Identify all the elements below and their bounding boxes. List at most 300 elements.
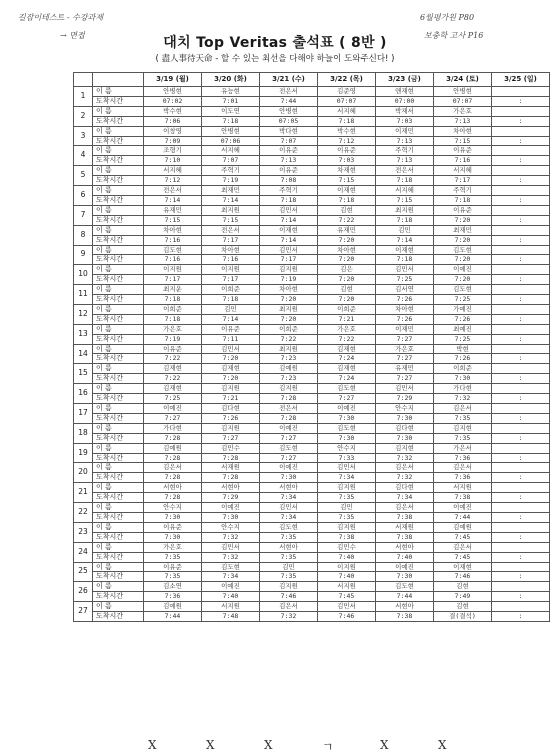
student-name-cell: 전은서 — [202, 225, 260, 235]
table-row — [74, 562, 550, 572]
arrival-row-label: 도착시간 — [93, 354, 144, 364]
arrival-row-label: 도착시간 — [93, 116, 144, 126]
arrival-time-cell: : — [492, 255, 550, 265]
student-name-cell: 김민수 — [202, 443, 260, 453]
arrival-time-cell: 7:30 — [260, 473, 318, 483]
arrival-time-cell: 07:02 — [144, 96, 202, 106]
student-name-cell: 차아현 — [376, 304, 434, 314]
arrival-time-cell: 7:30 — [318, 413, 376, 423]
student-name-cell: 김예원 — [434, 522, 492, 532]
student-name-cell: 차아현 — [318, 245, 376, 255]
student-name-cell: 가다현 — [144, 423, 202, 433]
column-header — [93, 73, 144, 87]
arrival-time-cell: 7:26 — [376, 314, 434, 324]
student-name-cell: 김도현 — [318, 423, 376, 433]
student-name-cell: 전은서 — [260, 87, 318, 97]
arrival-time-cell: : — [492, 116, 550, 126]
student-name-cell: 이희준 — [260, 324, 318, 334]
student-name-cell: 김지원 — [260, 582, 318, 592]
arrival-time-cell: 7:30 — [144, 512, 202, 522]
arrival-time-cell: : — [492, 433, 550, 443]
table-row — [74, 483, 550, 493]
student-name-cell: 김은서 — [144, 463, 202, 473]
arrival-time-cell: 7:22 — [144, 374, 202, 384]
column-header: 3/19 (월) — [144, 73, 202, 87]
arrival-time-cell: 7:48 — [202, 612, 260, 622]
student-name-cell — [492, 344, 550, 354]
arrival-time-cell: 7:26 — [202, 413, 260, 423]
student-name-cell: 이예진 — [202, 582, 260, 592]
table-row — [74, 364, 550, 374]
row-number: 20 — [74, 463, 93, 483]
student-name-cell — [492, 503, 550, 513]
student-name-cell: 김민 — [260, 562, 318, 572]
table-row — [74, 96, 550, 106]
student-name-cell: 박재서 — [376, 106, 434, 116]
arrival-time-cell: 7:28 — [202, 473, 260, 483]
student-name-cell: 김도현 — [202, 562, 260, 572]
student-name-cell: 김은서 — [434, 542, 492, 552]
arrival-time-cell: 7:22 — [144, 354, 202, 364]
arrival-row-label: 도착시간 — [93, 453, 144, 463]
row-number: 23 — [74, 522, 93, 542]
arrival-time-cell: 7:20 — [318, 255, 376, 265]
column-header — [74, 73, 93, 87]
student-name-cell: 김지원 — [260, 384, 318, 394]
arrival-time-cell: 7:26 — [434, 354, 492, 364]
arrival-time-cell: 7:07 — [202, 156, 260, 166]
arrival-row-label: 도착시간 — [93, 176, 144, 186]
student-name-cell: 김민서 — [260, 205, 318, 215]
name-row-label: 이 름 — [93, 245, 144, 255]
student-name-cell: 조형기 — [144, 146, 202, 156]
arrival-time-cell: 7:29 — [202, 493, 260, 503]
row-number: 9 — [74, 245, 93, 265]
name-row-label: 이 름 — [93, 166, 144, 176]
student-name-cell — [492, 562, 550, 572]
table-row — [74, 512, 550, 522]
arrival-time-cell: 7:32 — [376, 473, 434, 483]
arrival-time-cell: 07:00 — [376, 96, 434, 106]
arrival-time-cell: 7:35 — [318, 493, 376, 503]
student-name-cell: 이유준 — [434, 205, 492, 215]
student-name-cell — [492, 126, 550, 136]
arrival-time-cell: 7:14 — [260, 235, 318, 245]
student-name-cell: 최지원 — [376, 205, 434, 215]
student-name-cell: 유재민 — [318, 225, 376, 235]
student-name-cell: 서재원 — [376, 522, 434, 532]
student-name-cell: 김재현 — [144, 364, 202, 374]
table-row — [74, 156, 550, 166]
arrival-time-cell: 7:27 — [376, 374, 434, 384]
table-row — [74, 413, 550, 423]
arrival-time-cell: 7:27 — [144, 413, 202, 423]
student-name-cell: 김도현 — [434, 245, 492, 255]
student-name-cell: 서지혜 — [202, 146, 260, 156]
row-number: 21 — [74, 483, 93, 503]
student-name-cell: 김재현 — [202, 364, 260, 374]
student-name-cell: 김지현 — [434, 423, 492, 433]
arrival-time-cell: 7:44 — [434, 512, 492, 522]
arrival-time-cell: 7:12 — [318, 136, 376, 146]
student-name-cell: 주혁기 — [434, 186, 492, 196]
student-name-cell: 가은호 — [434, 106, 492, 116]
student-name-cell — [492, 443, 550, 453]
arrival-time-cell: : — [492, 215, 550, 225]
student-name-cell: 안수지 — [376, 404, 434, 414]
arrival-time-cell: 7:18 — [376, 176, 434, 186]
arrival-row-label: 도착시간 — [93, 374, 144, 384]
arrival-time-cell: 7:20 — [434, 275, 492, 285]
name-row-label: 이 름 — [93, 106, 144, 116]
student-name-cell: 이유준 — [318, 146, 376, 156]
arrival-time-cell: 7:30 — [376, 433, 434, 443]
arrival-time-cell: 7:18 — [260, 195, 318, 205]
student-name-cell — [492, 483, 550, 493]
table-row — [74, 324, 550, 334]
student-name-cell: 차아현 — [434, 126, 492, 136]
student-name-cell: 이재현 — [376, 245, 434, 255]
arrival-time-cell: 7:15 — [144, 215, 202, 225]
arrival-row-label: 도착시간 — [93, 96, 144, 106]
arrival-time-cell: 7:26 — [376, 295, 434, 305]
name-row-label: 이 름 — [93, 503, 144, 513]
row-number: 2 — [74, 106, 93, 126]
table-row — [74, 582, 550, 592]
student-name-cell: 김현 — [318, 285, 376, 295]
student-name-cell — [492, 186, 550, 196]
student-name-cell: 김은서 — [260, 602, 318, 612]
arrival-time-cell: 7:20 — [202, 374, 260, 384]
student-name-cell: 전은서 — [144, 186, 202, 196]
footer-mark: X — [206, 738, 215, 752]
arrival-time-cell: 7:40 — [376, 552, 434, 562]
student-name-cell: 김예원 — [260, 364, 318, 374]
name-row-label: 이 름 — [93, 562, 144, 572]
arrival-time-cell: 7:17 — [202, 235, 260, 245]
student-name-cell: 이희준 — [202, 285, 260, 295]
arrival-time-cell: 7:27 — [260, 453, 318, 463]
student-name-cell: 안수지 — [318, 443, 376, 453]
arrival-row-label: 도착시간 — [93, 136, 144, 146]
student-name-cell — [492, 542, 550, 552]
student-name-cell: 김다현 — [376, 423, 434, 433]
arrival-time-cell: 07:07 — [434, 96, 492, 106]
student-name-cell: 이유준 — [144, 344, 202, 354]
student-name-cell — [492, 106, 550, 116]
student-name-cell: 최지원 — [260, 304, 318, 314]
arrival-time-cell: 7:12 — [144, 176, 202, 186]
student-name-cell: 김준영 — [318, 87, 376, 97]
arrival-time-cell: 7:36 — [144, 592, 202, 602]
arrival-time-cell: 7:22 — [260, 334, 318, 344]
table-row — [74, 195, 550, 205]
student-name-cell: 유재민 — [376, 364, 434, 374]
row-number: 24 — [74, 542, 93, 562]
footer-mark: X — [148, 738, 157, 752]
arrival-time-cell: 7:44 — [376, 592, 434, 602]
table-row — [74, 433, 550, 443]
arrival-time-cell: 7:35 — [318, 512, 376, 522]
arrival-time-cell: : — [492, 512, 550, 522]
table-row — [74, 176, 550, 186]
student-name-cell: 차아현 — [144, 225, 202, 235]
student-name-cell: 김지원 — [318, 483, 376, 493]
student-name-cell: 서현아 — [202, 483, 260, 493]
student-name-cell — [492, 423, 550, 433]
student-name-cell: 김현 — [318, 205, 376, 215]
student-name-cell: 최지운 — [144, 285, 202, 295]
student-name-cell: 안병현 — [144, 87, 202, 97]
arrival-time-cell: : — [492, 493, 550, 503]
arrival-time-cell: 7:13 — [434, 116, 492, 126]
arrival-time-cell: 7:21 — [202, 394, 260, 404]
student-name-cell: 서지혜 — [434, 166, 492, 176]
arrival-time-cell: : — [492, 96, 550, 106]
name-row-label: 이 름 — [93, 542, 144, 552]
student-name-cell — [492, 265, 550, 275]
student-name-cell: 이예진 — [260, 423, 318, 433]
arrival-time-cell: 7:14 — [202, 195, 260, 205]
student-name-cell: 주혁기 — [202, 166, 260, 176]
arrival-time-cell: 7:34 — [318, 473, 376, 483]
student-name-cell: 이창영 — [144, 126, 202, 136]
footer-mark: X — [380, 738, 389, 752]
table-row — [74, 116, 550, 126]
student-name-cell: 김민수 — [318, 542, 376, 552]
table-row — [74, 384, 550, 394]
student-name-cell: 이재민 — [376, 324, 434, 334]
student-name-cell: 차아현 — [260, 285, 318, 295]
student-name-cell: 김소연 — [144, 582, 202, 592]
page-subtitle: ( 盡人事待天命 - 할 수 있는 최선을 다해야 하늘이 도와주신다! ) — [155, 54, 395, 64]
arrival-time-cell: 7:20 — [260, 314, 318, 324]
name-row-label: 이 름 — [93, 344, 144, 354]
arrival-time-cell: 7:27 — [376, 354, 434, 364]
table-row — [74, 255, 550, 265]
student-name-cell: 김민서 — [318, 602, 376, 612]
row-number: 17 — [74, 404, 93, 424]
arrival-time-cell: 7:46 — [260, 592, 318, 602]
arrival-time-cell: 7:18 — [202, 295, 260, 305]
student-name-cell: 서지혜 — [376, 186, 434, 196]
arrival-time-cell: 7:20 — [260, 295, 318, 305]
student-name-cell: 김다현 — [376, 483, 434, 493]
row-number: 15 — [74, 364, 93, 384]
arrival-time-cell: : — [492, 453, 550, 463]
student-name-cell: 이유준 — [144, 562, 202, 572]
table-row — [74, 602, 550, 612]
table-row — [74, 542, 550, 552]
student-name-cell: 서지원 — [318, 582, 376, 592]
arrival-time-cell: 7:34 — [260, 493, 318, 503]
arrival-row-label: 도착시간 — [93, 612, 144, 622]
table-row — [74, 186, 550, 196]
arrival-time-cell: 7:27 — [202, 433, 260, 443]
student-name-cell — [492, 166, 550, 176]
table-row — [74, 285, 550, 295]
table-row — [74, 265, 550, 275]
student-name-cell: 김은 — [318, 265, 376, 275]
arrival-time-cell: 7:11 — [202, 334, 260, 344]
footer-mark: X — [264, 738, 273, 752]
table-row — [74, 503, 550, 513]
arrival-time-cell: 7:22 — [318, 334, 376, 344]
student-name-cell — [492, 463, 550, 473]
arrival-time-cell: 7:38 — [434, 493, 492, 503]
row-number: 6 — [74, 186, 93, 206]
student-name-cell: 안수지 — [202, 522, 260, 532]
table-row — [74, 344, 550, 354]
table-row — [74, 235, 550, 245]
student-name-cell: 김서연 — [376, 285, 434, 295]
arrival-time-cell: 7:07 — [260, 136, 318, 146]
arrival-row-label: 도착시간 — [93, 275, 144, 285]
row-number: 11 — [74, 285, 93, 305]
arrival-time-cell: 7:18 — [144, 314, 202, 324]
arrival-row-label: 도착시간 — [93, 473, 144, 483]
student-name-cell — [492, 245, 550, 255]
arrival-time-cell: 7:14 — [202, 314, 260, 324]
arrival-row-label: 도착시간 — [93, 156, 144, 166]
arrival-time-cell: 7:28 — [144, 453, 202, 463]
student-name-cell: 서지원 — [434, 483, 492, 493]
arrival-time-cell: 결(결석) — [434, 612, 492, 622]
arrival-time-cell: 07:07 — [318, 96, 376, 106]
arrival-time-cell: 7:16 — [144, 255, 202, 265]
arrival-time-cell: 7:20 — [318, 235, 376, 245]
student-name-cell: 가은호 — [376, 344, 434, 354]
student-name-cell: 가은호 — [144, 324, 202, 334]
arrival-row-label: 도착시간 — [93, 394, 144, 404]
arrival-time-cell: 7:34 — [376, 493, 434, 503]
student-name-cell: 서현아 — [260, 483, 318, 493]
column-header: 3/24 (토) — [434, 73, 492, 87]
arrival-time-cell: 7:46 — [434, 572, 492, 582]
arrival-time-cell: : — [492, 314, 550, 324]
student-name-cell: 최지원 — [202, 205, 260, 215]
student-name-cell: 김재현 — [318, 344, 376, 354]
arrival-row-label: 도착시간 — [93, 235, 144, 245]
student-name-cell: 김지원 — [260, 265, 318, 275]
student-name-cell: 김민서 — [318, 463, 376, 473]
name-row-label: 이 름 — [93, 602, 144, 612]
student-name-cell — [492, 304, 550, 314]
arrival-time-cell: 7:35 — [260, 532, 318, 542]
arrival-time-cell: 7:06 — [144, 116, 202, 126]
name-row-label: 이 름 — [93, 146, 144, 156]
table-row — [74, 314, 550, 324]
arrival-time-cell: 7:32 — [202, 532, 260, 542]
row-number: 25 — [74, 562, 93, 582]
arrival-time-cell: 7:16 — [434, 156, 492, 166]
student-name-cell: 이예진 — [202, 503, 260, 513]
name-row-label: 이 름 — [93, 126, 144, 136]
arrival-time-cell: 7:36 — [434, 473, 492, 483]
arrival-time-cell: : — [492, 572, 550, 582]
arrival-time-cell: 7:26 — [434, 314, 492, 324]
student-name-cell: 안병현 — [434, 87, 492, 97]
table-row — [74, 404, 550, 414]
arrival-time-cell: 7:18 — [144, 295, 202, 305]
student-name-cell: 이재현 — [260, 225, 318, 235]
student-name-cell: 이희준 — [434, 364, 492, 374]
arrival-time-cell: 7:35 — [434, 433, 492, 443]
arrival-time-cell: 7:13 — [260, 156, 318, 166]
arrival-time-cell: 7:30 — [202, 512, 260, 522]
table-row — [74, 443, 550, 453]
student-name-cell: 김재현 — [318, 364, 376, 374]
handwritten-note-top-right: 6월평가원 P80 — [420, 13, 475, 22]
student-name-cell: 김민서 — [202, 542, 260, 552]
table-row — [74, 136, 550, 146]
student-name-cell: 이도연 — [202, 106, 260, 116]
arrival-time-cell: 7:35 — [144, 552, 202, 562]
table-row — [74, 463, 550, 473]
arrival-time-cell: 7:18 — [434, 195, 492, 205]
arrival-time-cell: : — [492, 136, 550, 146]
student-name-cell: 이예진 — [376, 562, 434, 572]
arrival-time-cell: 7:38 — [376, 512, 434, 522]
student-name-cell: 이예진 — [144, 404, 202, 414]
table-row — [74, 493, 550, 503]
student-name-cell: 이재현 — [318, 186, 376, 196]
table-row — [74, 592, 550, 602]
arrival-time-cell: 7:01 — [202, 96, 260, 106]
arrival-time-cell: 7:23 — [260, 354, 318, 364]
arrival-time-cell: : — [492, 354, 550, 364]
table-row — [74, 245, 550, 255]
student-name-cell: 김은서 — [434, 404, 492, 414]
arrival-time-cell: 7:20 — [434, 215, 492, 225]
table-row — [74, 304, 550, 314]
arrival-time-cell: 7:19 — [144, 334, 202, 344]
student-name-cell: 김도현 — [318, 384, 376, 394]
name-row-label: 이 름 — [93, 463, 144, 473]
arrival-time-cell: : — [492, 592, 550, 602]
arrival-time-cell: 7:25 — [434, 295, 492, 305]
row-number: 16 — [74, 384, 93, 404]
arrival-time-cell: 7:15 — [202, 215, 260, 225]
student-name-cell: 이재민 — [376, 126, 434, 136]
name-row-label: 이 름 — [93, 186, 144, 196]
student-name-cell: 김현 — [434, 602, 492, 612]
arrival-time-cell: 7:45 — [318, 592, 376, 602]
arrival-time-cell: : — [492, 374, 550, 384]
student-name-cell: 김지원 — [202, 384, 260, 394]
arrival-time-cell: 7:38 — [318, 532, 376, 542]
arrival-time-cell: : — [492, 235, 550, 245]
row-number: 26 — [74, 582, 93, 602]
arrival-time-cell: 7:40 — [318, 552, 376, 562]
column-header: 3/20 (화) — [202, 73, 260, 87]
arrival-time-cell: 7:35 — [144, 572, 202, 582]
student-name-cell — [492, 225, 550, 235]
arrival-row-label: 도착시간 — [93, 314, 144, 324]
student-name-cell: 서현아 — [376, 602, 434, 612]
student-name-cell: 가예진 — [434, 304, 492, 314]
attendance-table — [73, 72, 550, 622]
arrival-time-cell: : — [492, 552, 550, 562]
arrival-time-cell: : — [492, 176, 550, 186]
arrival-time-cell: : — [492, 156, 550, 166]
table-row — [74, 453, 550, 463]
row-number: 18 — [74, 423, 93, 443]
arrival-time-cell: 7:09 — [144, 136, 202, 146]
name-row-label: 이 름 — [93, 285, 144, 295]
student-name-cell: 서지혜 — [318, 106, 376, 116]
student-name-cell: 김예원 — [144, 443, 202, 453]
